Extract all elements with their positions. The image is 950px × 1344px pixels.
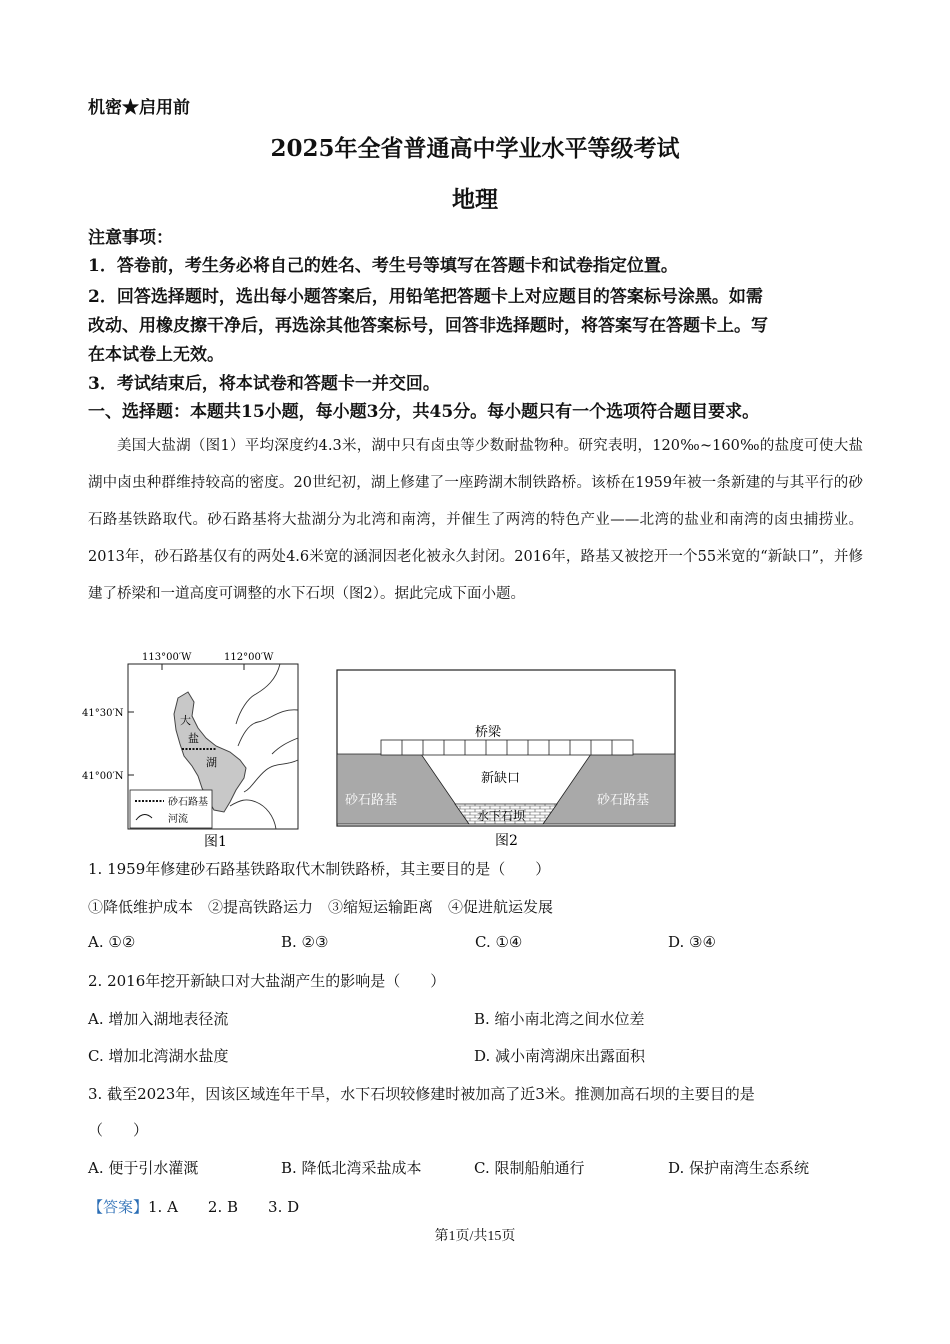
left-embankment-label: 砂石路基 [345,793,398,808]
question-2-stem: 2. 2016年挖开新缺口对大盐湖产生的影响是（ ） [88,972,446,990]
question-2-option-b[interactable]: B. 缩小南北湾之间水位差 [474,1010,645,1028]
exam-title: 2025年全省普通高中学业水平等级考试 [270,135,680,162]
notice-item-2-line-1: 2．回答选择题时，选出每小题答案后，用铅笔把答题卡上对应题目的答案标号涂黑。如需 [88,287,763,307]
answer-tag: 【答案】 [88,1198,149,1216]
passage [88,428,863,613]
answer-line [88,1196,299,1217]
question-2-option-a[interactable]: A. 增加入湖地表径流 [88,1010,229,1028]
question-3-stem: 3. 截至2023年，因该区域连年干旱，水下石坝较修建时被加高了近3米。推测加高石坝的主要目的是 [88,1085,755,1103]
figure-2-cross-section [335,668,680,850]
question-3-stem-line-2: （ ） [88,1121,149,1139]
question-1-statements: ①降低维护成本 ②提高铁路运力 ③缩短运输距离 ④促进航运发展 [88,898,554,916]
dam-label: 水下石坝 [477,809,526,823]
passage-text: 美国大盐湖（图1）平均深度约4.3米，湖中只有卤虫等少数耐盐物种。研究表明，120‰~160‰的盐度可使大盐湖中卤虫种群维持较高的密度。20世纪初，湖上修建了一座跨湖木制铁路桥。该桥在1959年被一条新建的与其平行的砂石路基铁路取代。砂石路基将大盐湖分为北湾和南湾，并催生了两湾的特色产业——北湾的盐业和南湾的卤虫捕捞业。2013年，砂石路基仅有的两处4.6米宽的涵洞因老化被永久封闭。2016年，路基又被挖开一个55米宽的“新缺口”，并修建了桥梁和一道高度可调整的水下石坝（图2）。据此完成下面小题。 [88,438,863,602]
notice-item-2-line-3: 在本试卷上无效。 [88,345,224,365]
figure-2-caption: 图2 [495,833,518,849]
lon-label-112: 112°00′W [224,652,274,663]
legend-rail-label: 砂石路基 [168,797,208,808]
notice-heading: 注意事项： [88,228,173,248]
question-1-option-a[interactable]: A. ①② [88,933,136,951]
question-1-option-b[interactable]: B. ②③ [281,933,329,951]
question-2-option-d[interactable]: D. 减小南湾湖床出露面积 [474,1047,646,1065]
lake-char-hu: 湖 [206,756,217,769]
lon-label-113: 113°00′W [142,652,192,663]
secret-label: 机密★启用前 [88,98,190,118]
notice-item-2-line-2: 改动、用橡皮擦干净后，再选涂其他答案标号，回答非选择题时，将答案写在答题卡上。写 [88,316,768,336]
answer-text: 1. A 2. B 3. D [148,1198,300,1216]
legend-river-label: 河流 [168,814,188,825]
question-3-option-c[interactable]: C. 限制船舶通行 [474,1159,585,1177]
figure-1-caption: 图1 [204,834,227,850]
notice-item-1: 1．答卷前，考生务必将自己的姓名、考生号等填写在答题卡和试卷指定位置。 [88,256,678,276]
right-embankment-label: 砂石路基 [597,793,650,808]
question-3-option-d[interactable]: D. 保护南湾生态系统 [668,1159,810,1177]
lake-char-yan: 盐 [188,732,199,745]
question-1-stem: 1. 1959年修建砂石路基铁路取代木制铁路桥，其主要目的是（ ） [88,860,551,878]
question-2-option-c[interactable]: C. 增加北湾湖水盐度 [88,1047,229,1065]
page-number: 第1页/共15页 [434,1229,516,1244]
gap-label: 新缺口 [481,771,521,786]
lat-label-4100: 41°00′N [82,771,124,782]
lat-label-4130: 41°30′N [82,708,124,719]
subject-title: 地理 [452,186,498,213]
question-3-option-b[interactable]: B. 降低北湾采盐成本 [281,1159,422,1177]
question-1-option-c[interactable]: C. ①④ [475,933,523,951]
figure-1-map [80,650,310,850]
section-heading: 一、选择题：本题共15小题，每小题3分，共45分。每小题只有一个选项符合题目要求。 [88,402,760,422]
notice-item-3: 3．考试结束后，将本试卷和答题卡一并交回。 [88,374,440,394]
question-3-option-a[interactable]: A. 便于引水灌溉 [88,1159,199,1177]
lake-char-da: 大 [180,714,191,727]
bridge-label: 桥梁 [475,725,502,740]
question-1-option-d[interactable]: D. ③④ [668,933,716,951]
